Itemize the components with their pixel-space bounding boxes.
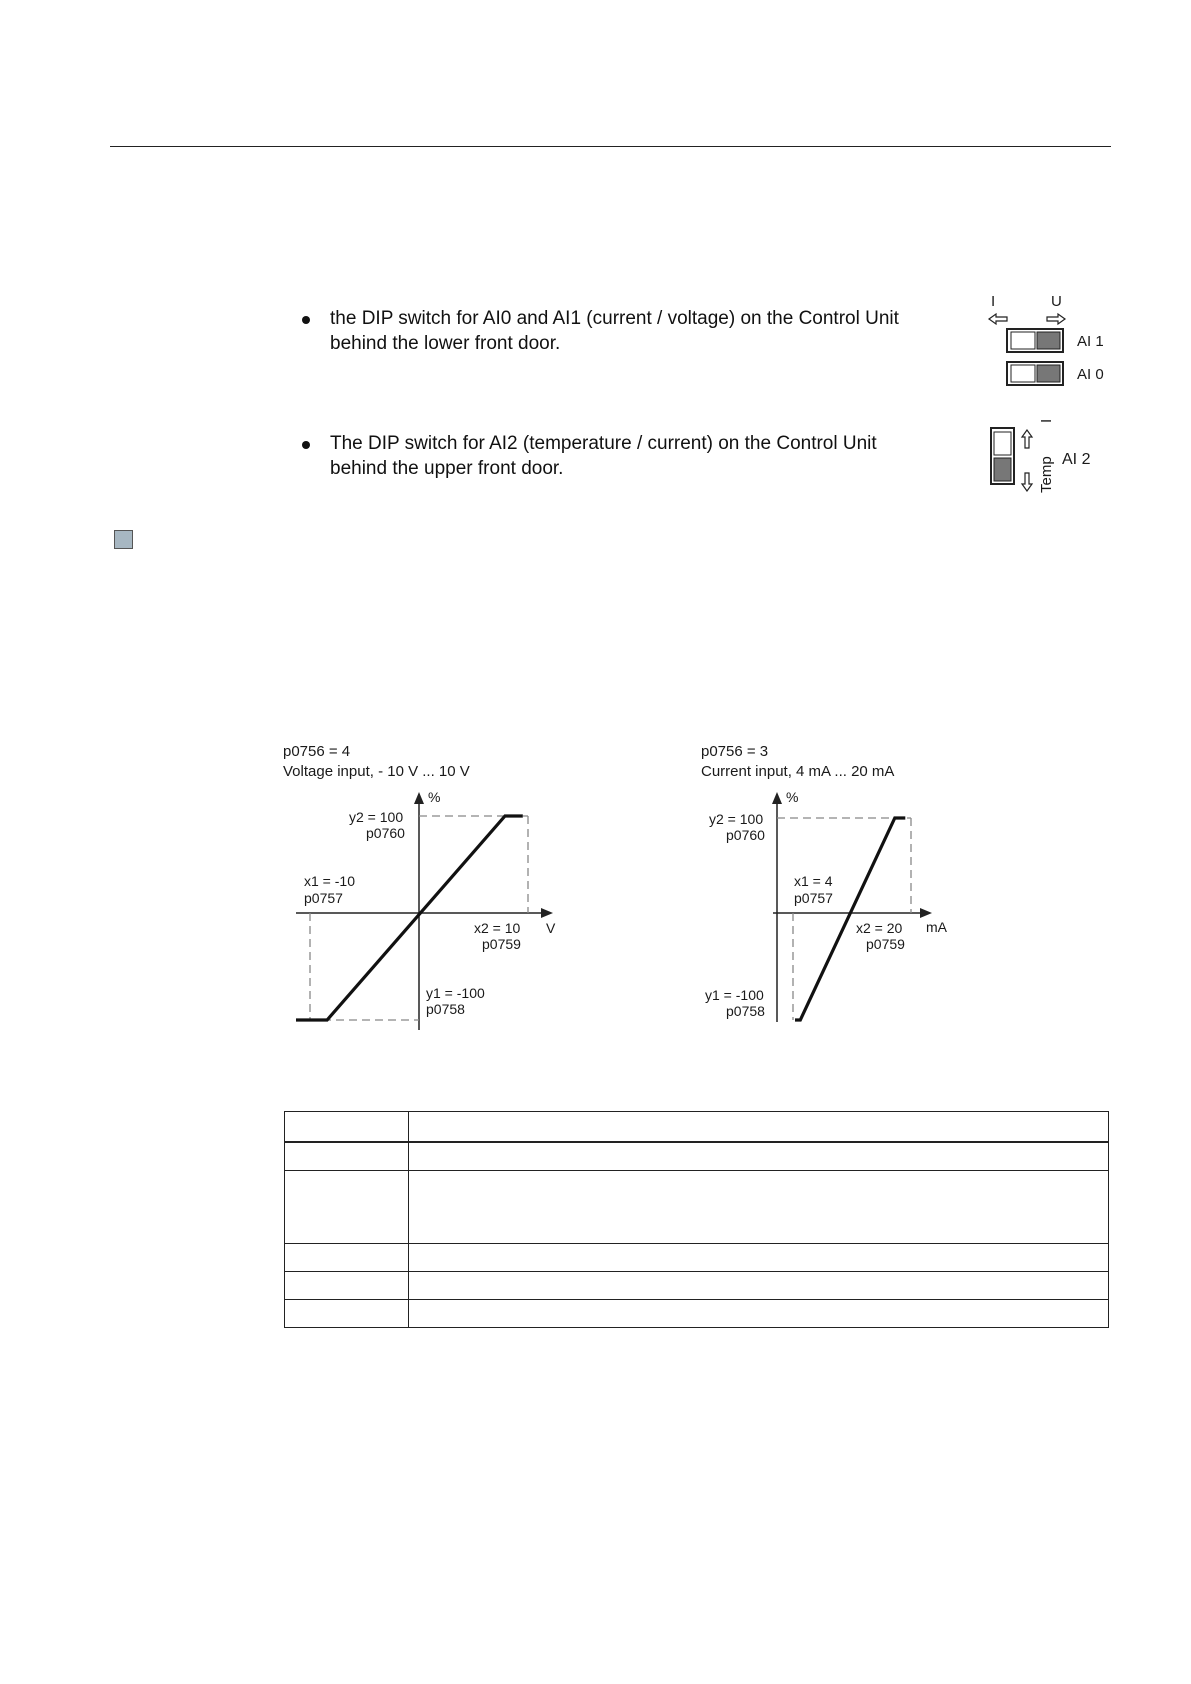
y-axis-arrow-icon	[772, 792, 782, 804]
switch-ai2	[991, 428, 1014, 484]
annotation-x1-param: p0757	[304, 890, 343, 906]
switch-label-ai1: AI 1	[1077, 333, 1104, 350]
chart-title: p0756 = 3	[701, 743, 769, 760]
label-current: I	[991, 293, 996, 310]
characteristic-line	[795, 818, 905, 1020]
characteristic-line	[296, 816, 523, 1020]
annotation-x2: x2 = 10	[474, 920, 521, 936]
note-marker	[114, 530, 133, 549]
annotation-x2-param: p0759	[866, 936, 905, 952]
dip-switch-ai2-diagram	[985, 415, 1115, 500]
bullet-line: behind the lower front door.	[330, 333, 561, 354]
annotation-y2-param: p0760	[366, 825, 405, 841]
table-cell	[285, 1244, 409, 1272]
annotation-y1: y1 = -100	[426, 985, 485, 1001]
arrow-down-icon	[1022, 473, 1032, 491]
chart-subtitle: Current input, 4 mA ... 20 mA	[701, 763, 895, 780]
annotation-x2: x2 = 20	[856, 920, 903, 936]
table-cell	[409, 1244, 1109, 1272]
table-cell	[285, 1142, 409, 1171]
bullet-ai2-switch	[302, 431, 942, 481]
label-temp-vertical: Temp	[1038, 456, 1055, 493]
annotation-y2: y2 = 100	[349, 809, 404, 825]
annotation-y1-param: p0758	[726, 1003, 765, 1019]
table-row	[285, 1300, 1109, 1328]
table-cell	[409, 1112, 1109, 1143]
annotation-y2-param: p0760	[726, 827, 765, 843]
annotation-x1: x1 = 4	[794, 873, 833, 889]
table-row	[285, 1171, 1109, 1244]
dip-switch-ai01-diagram	[985, 290, 1115, 390]
annotation-x1: x1 = -10	[304, 873, 355, 889]
label-current-vertical: I	[1038, 418, 1055, 423]
table-row	[285, 1142, 1109, 1171]
label-voltage: U	[1051, 293, 1062, 310]
annotation-x1-param: p0757	[794, 890, 833, 906]
table-cell	[285, 1171, 409, 1244]
arrow-up-icon	[1022, 430, 1032, 448]
y-axis-arrow-icon	[414, 792, 424, 804]
switch-label-ai2: AI 2	[1062, 451, 1091, 468]
table-cell	[409, 1300, 1109, 1328]
chart-subtitle: Voltage input, - 10 V ... 10 V	[283, 763, 470, 780]
arrow-right-icon	[1047, 314, 1065, 324]
switch-ai1	[1007, 329, 1063, 352]
table-cell	[285, 1112, 409, 1143]
table-cell	[409, 1272, 1109, 1300]
switch-label-ai0: AI 0	[1077, 366, 1104, 383]
table-cell	[285, 1272, 409, 1300]
annotation-y1-param: p0758	[426, 1001, 465, 1017]
y-axis-label: %	[786, 789, 799, 805]
x-axis-label: mA	[926, 919, 947, 935]
chart-title: p0756 = 4	[283, 743, 351, 760]
x-axis-label: V	[546, 920, 556, 936]
bullet-dot	[302, 316, 310, 324]
annotation-y1: y1 = -100	[705, 987, 764, 1003]
x-axis-arrow-icon	[541, 908, 553, 918]
y-axis-label: %	[428, 789, 441, 805]
table-row	[285, 1244, 1109, 1272]
chart-current-input	[698, 740, 998, 1030]
annotation-y2: y2 = 100	[709, 811, 764, 827]
arrow-left-icon	[989, 314, 1007, 324]
bullet-ai01-switch	[302, 306, 942, 356]
x-axis-arrow-icon	[920, 908, 932, 918]
table-cell	[409, 1171, 1109, 1244]
bullet-line: behind the upper front door.	[330, 458, 564, 479]
switch-ai0	[1007, 362, 1063, 385]
table-cell	[409, 1142, 1109, 1171]
table-row	[285, 1272, 1109, 1300]
table-cell	[285, 1300, 409, 1328]
chart-voltage-input	[280, 740, 580, 1030]
header-rule	[110, 146, 1111, 147]
annotation-x2-param: p0759	[482, 936, 521, 952]
bullet-line: the DIP switch for AI0 and AI1 (current / voltage) on the Control Unit	[330, 308, 899, 329]
bullet-dot	[302, 441, 310, 449]
bullet-line: The DIP switch for AI2 (temperature / current) on the Control Unit	[330, 433, 877, 454]
table-header-row	[285, 1112, 1109, 1143]
parameter-table	[284, 1111, 1109, 1328]
